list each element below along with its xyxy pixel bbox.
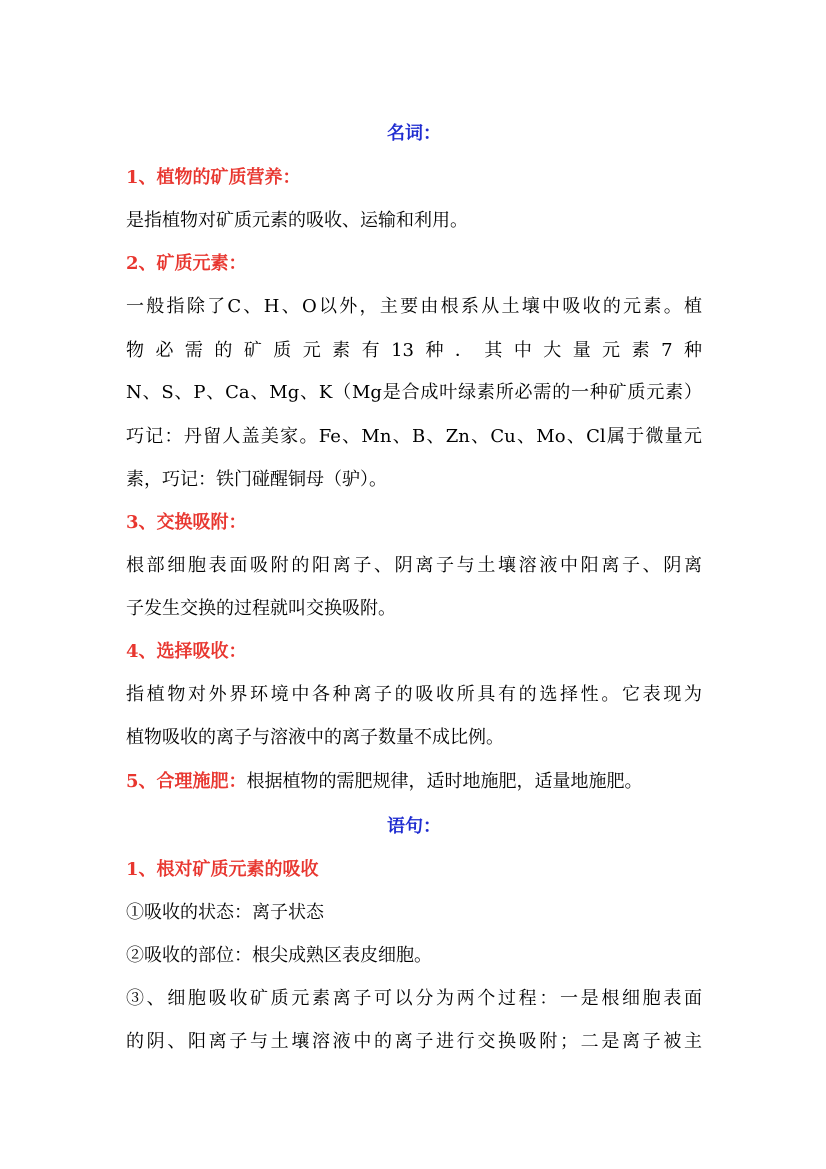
paragraph-line: 素，巧记：铁门碰醒铜母（驴）。 bbox=[126, 469, 387, 490]
section-heading-terms: 名词： bbox=[387, 123, 441, 144]
paragraph-line: 植物吸收的离子与溶液中的离子数量不成比例。 bbox=[126, 727, 504, 748]
paragraph-line: 巧记：丹留人盖美家。Fe、Mn、B、Zn、Cu、Mo、Cl属于微量元 bbox=[126, 426, 702, 447]
term-definition-rational-fertilization: 根据植物的需肥规律，适时地施肥，适量地施肥。 bbox=[246, 771, 643, 792]
paragraph-line: 根部细胞表面吸附的阳离子、阴离子与土壤溶液中阳离子、阴离 bbox=[126, 555, 702, 576]
list-item: ③、细胞吸收矿质元素离子可以分为两个过程：一是根细胞表面 bbox=[126, 988, 702, 1009]
list-item: ②吸收的部位：根尖成熟区表皮细胞。 bbox=[126, 945, 432, 966]
paragraph-line: 一般指除了C、H、O以外，主要由根系从土壤中吸收的元素。植 bbox=[126, 296, 702, 317]
paragraph-line: 指植物对外界环境中各种离子的吸收所具有的选择性。它表现为 bbox=[126, 684, 702, 705]
term-rational-fertilization bbox=[126, 770, 702, 794]
paragraph-line: 物必需的矿质元素有13种．其中大量元素7种 bbox=[126, 340, 702, 361]
term-title-mineral-elements: 2、矿质元素： bbox=[126, 253, 247, 274]
list-item: ①吸收的状态：离子状态 bbox=[126, 902, 324, 923]
paragraph-line: 子发生交换的过程就叫交换吸附。 bbox=[126, 598, 396, 619]
term-title-selective-absorption: 4、选择吸收： bbox=[126, 641, 247, 662]
statement-title-root-absorption: 1、根对矿质元素的吸收 bbox=[126, 859, 319, 880]
section-heading-statements: 语句： bbox=[387, 816, 441, 837]
term-title-exchange-adsorption: 3、交换吸附： bbox=[126, 512, 247, 533]
term-definition-mineral-nutrition: 是指植物对矿质元素的吸收、运输和利用。 bbox=[126, 210, 468, 231]
term-title-mineral-nutrition: 1、植物的矿质营养： bbox=[126, 167, 301, 188]
paragraph-line: N、S、P、Ca、Mg、K（Mg是合成叶绿素所必需的一种矿质元素） bbox=[126, 382, 702, 403]
term-title-rational-fertilization: 5、合理施肥： bbox=[126, 771, 247, 792]
paragraph-line: 的阴、阳离子与土壤溶液中的离子进行交换吸附；二是离子被主 bbox=[126, 1031, 702, 1052]
